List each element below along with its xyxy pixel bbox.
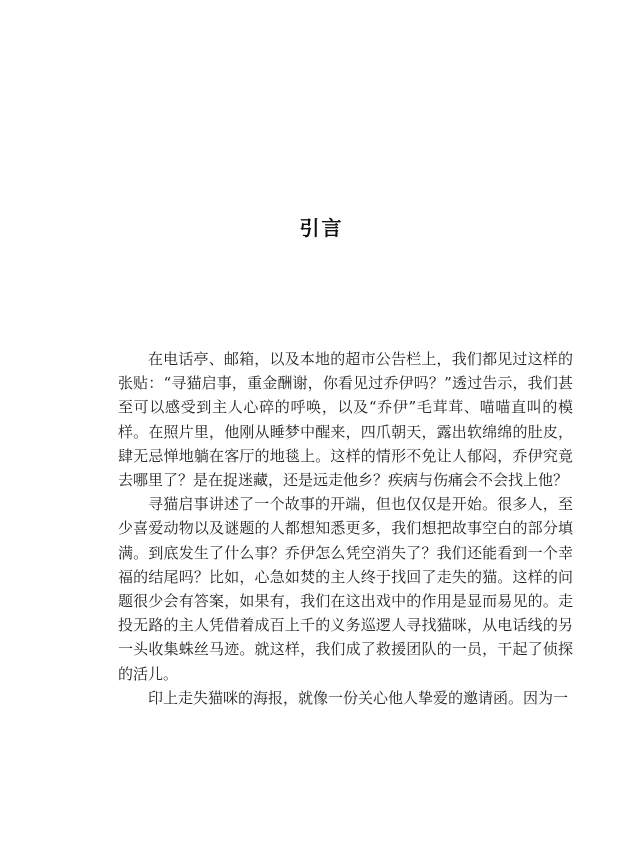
chapter-title: 引言 bbox=[299, 216, 344, 240]
paragraph-1: 在电话亭、邮箱，以及本地的超市公告栏上，我们都见过这样的张贴：“寻猫启事，重金酬谢，你看见过乔伊吗？”透过告示，我们甚至可以感受到主人心碎的呼唤，以及“乔伊”毛茸茸、喵喵直叫的模样。在照片里，他刚从睡梦中醒来，四爪朝天，露出软绵绵的肚皮，肆无忌惮地躺在客厅的地毯上。这样的情形不免让人郁闷，乔伊究竟去哪里了？是在捉迷藏，还是远走他乡？疾病与伤痛会不会找上他？ bbox=[118, 350, 573, 490]
paragraph-3: 印上走失猫咪的海报，就像一份关心他人挚爱的邀请函。因为一 bbox=[148, 688, 569, 707]
body-text bbox=[118, 347, 573, 710]
paragraph-2: 寻猫启事讲述了一个故事的开端，但也仅仅是开始。很多人，至少喜爱动物以及谜题的人都想知悉更多，我们想把故事空白的部分填满。到底发生了什么事？乔伊怎么凭空消失了？我们还能看到一个幸福的结尾吗？比如，心急如焚的主人终于找回了走失的猫。这样的问题很少会有答案，如果有，我们在这出戏中的作用是显而易见的。走投无路的主人凭借着成百上千的义务巡逻人寻找猫咪，从电话线的另一头收集蛛丝马迹。就这样，我们成了救援团队的一员，干起了侦探的活儿。 bbox=[118, 495, 573, 683]
